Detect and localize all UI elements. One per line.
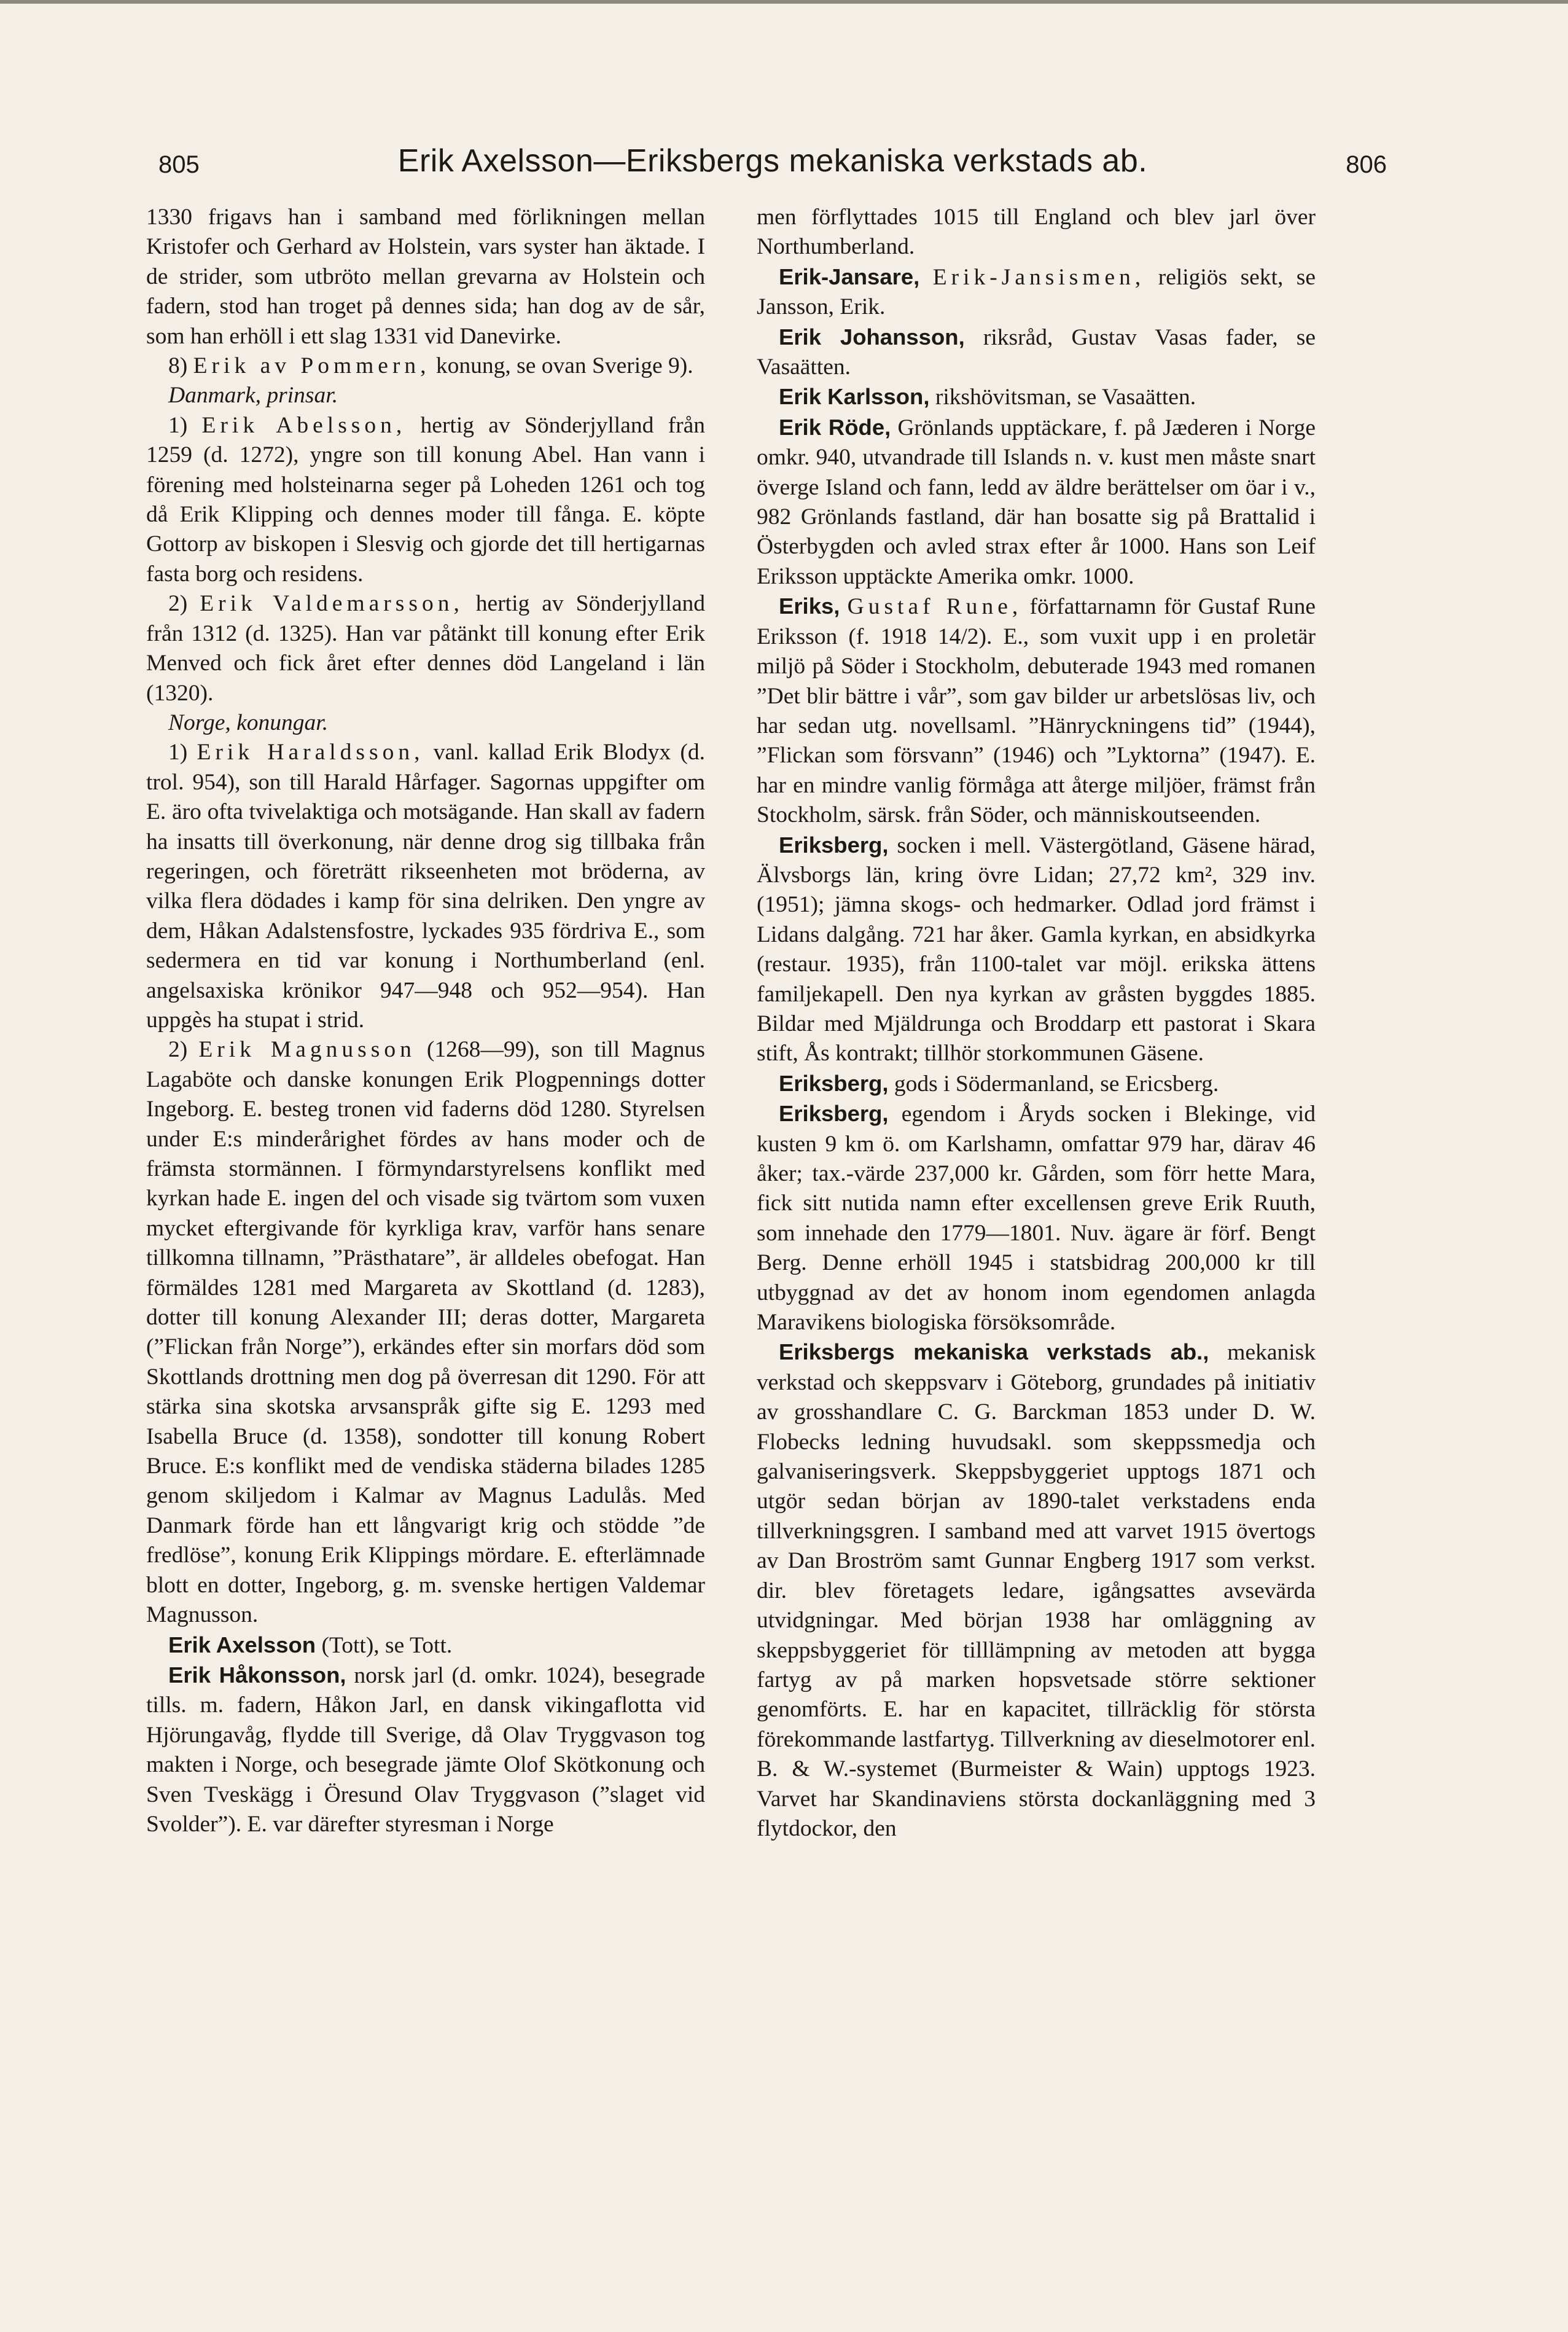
headword: Erik Röde, bbox=[779, 414, 891, 440]
entry: Erik Röde, Grönlands upptäckare, f. på Jæderen i Norge omkr. 940, utvandrade till Islands n. v. kust men måste snart överge Island och fann, ledd av äldre berättelser om öar i v., 982 Grönlands fastland, där han bosatte sig på Brattalid i Österbygden och avled strax efter år 1000. Hans son Leif Eriksson upptäckte Amerika omkr. 1000. bbox=[757, 414, 1316, 589]
section-heading: Norge, konungar. bbox=[168, 710, 329, 735]
entry-name: Erik Valdemarsson, bbox=[200, 591, 464, 617]
headword: Eriksberg, bbox=[779, 1070, 889, 1096]
headword: Eriks, bbox=[779, 593, 840, 619]
entry: Erik Håkonsson, norsk jarl (d. omkr. 1024), besegrade tills. m. fadern, Håkon Jarl, en dansk vikingaflotta vid Hjörungavåg, flydde till Sverige, då Olav Tryggvason tog makten i Norge, och besegrade jämte Olof Skötkonung och Sven Tveskägg i Öresund Olav Tryggvason (”slaget vid Svolder”). E. var därefter styresman i Norge bbox=[146, 1662, 705, 1837]
entry: Eriks, Gustaf Rune, författarnamn för Gustaf Rune Eriksson (f. 1918 14/2). E., som vuxit upp i en proletär miljö på Söder i Stockholm, debuterade 1943 med romanen ”Det blir bättre i vår”, som gav bilder ur arbetslösas liv, och har sedan utg. novellsaml. ”Hänryckningens tid” (1944), ”Flickan som försvann” (1946) och ”Lyktorna” (1947). E. har en mindre vanlig förmåga att återge miljöer, främst från Stockholm, särsk. från Söder, och människoutseenden. bbox=[757, 593, 1316, 828]
sub-entry: 1) Erik Abelsson, hertig av Sönderjylland från 1259 (d. 1272), yngre son till konung Abel. Han vann i förening med holsteinarna seger på Loheden 1261 och tog då Erik Klipping och dennes moder till fånga. E. köpte Gottorp av biskopen i Slesvig och gjorde det till hertigarnas fasta borg och residens. bbox=[146, 412, 705, 587]
entry: Eriksberg, gods i Södermanland, se Ericsberg. bbox=[779, 1070, 1219, 1097]
headword: Erik Axelsson bbox=[168, 1632, 316, 1657]
running-head bbox=[158, 143, 1387, 198]
paragraph: 1330 frigavs han i samband med förlikningen mellan Kristofer och Gerhard av Holstein, vars syster han äktade. I de strider, som utbröto mellan grevarna av Holstein och fadern, stod han troget på dennes sida; han dog av de sår, som han erhöll i ett slag 1331 vid Danevirke. bbox=[146, 205, 705, 349]
headword: Eriksberg, bbox=[779, 832, 889, 858]
entry: Erik Axelsson (Tott), se Tott. bbox=[168, 1632, 453, 1658]
entry: Erik Johansson, riksråd, Gustav Vasas fader, se Vasaätten. bbox=[757, 324, 1316, 380]
sub-entry: 8) Erik av Pommern, konung, se ovan Sverige 9). bbox=[168, 353, 693, 379]
entry: Eriksbergs mekaniska verkstads ab., mekanisk verkstad och skeppsvarv i Göteborg, grundades på initiativ av grosshandlare C. G. Barckman 1853 under D. W. Flobecks ledning huvudsakl. som skeppssmedja och galvaniseringsverk. Skeppsbyggeriet upptogs 1871 och utgör sedan början av 1890-talet verkstadens enda tillverkningsgren. I samband med att varvet 1915 övertogs av Dan Broström samt Gunnar Engberg 1917 som verkst. dir. blev företagets ledare, igångsattes avsevärda utvidgningar. Med början 1938 har omläggning av skeppsbyggeriet för tilllämpning av metoden att bygga fartyg av på marken hopsvetsade större sektioner genomförts. E. har en kapacitet, tillräcklig för största förekommande lastfartyg. Tillverkning av dieselmotorer enl. B. & W.-systemet (Burmeister & Wain) upptogs 1923. Varvet har Skandinaviens största dockanläggning med 3 flytdockor, den bbox=[757, 1339, 1316, 1841]
entry-name: Erik av Pommern, bbox=[193, 353, 431, 379]
entry: Erik Karlsson, rikshövitsman, se Vasaätten. bbox=[779, 384, 1196, 410]
entry-name: Erik Haraldsson, bbox=[197, 740, 424, 765]
entry: Erik-Jansare, Erik-Jansismen, religiös sekt, se Jansson, Erik. bbox=[757, 264, 1316, 320]
section-heading: Danmark, prinsar. bbox=[168, 383, 338, 409]
entry: Eriksberg, egendom i Åryds socken i Blekinge, vid kusten 9 km ö. om Karlshamn, omfattar 979 har, därav 46 åker; tax.-värde 237,000 kr. Gården, som förr hette Mara, fick sitt nutida namn efter excellensen greve Erik Ruuth, som innehade den 1779—1801. Nuv. ägare är förf. Bengt Berg. Denne erhöll 1945 i statsbidrag 200,000 kr till utbyggnad av det av honom inom egendomen anlagda Maravikens biologiska försöksområde. bbox=[757, 1101, 1316, 1336]
entry: Eriksberg, socken i mell. Västergötland, Gäsene härad, Älvsborgs län, kring övre Lidan; 27,72 km², 329 inv. (1951); jämna skogs- och hedmarker. Odlad jord främst i Lidans dalgång. 721 har åker. Gamla kyrkan, en absidkyrka (restaur. 1935), från 1100-talet var möjl. erikska ättens familjekapell. Den nya kyrkan av gråsten byggdes 1885. Bildar med Mjäldrunga och Broddarp ett pastorat i Skara stift, Ås kontrakt; tillhör storkommunen Gäsene. bbox=[757, 832, 1316, 1066]
page-number-right: 806 bbox=[1346, 151, 1387, 178]
left-column bbox=[146, 203, 705, 2230]
entry-name: Erik Abelsson, bbox=[201, 412, 407, 438]
headword: Erik Johansson, bbox=[779, 324, 965, 350]
page-number-left: 805 bbox=[158, 151, 200, 178]
headword: Eriksberg, bbox=[779, 1101, 889, 1127]
headword: Erik Håkonsson, bbox=[168, 1662, 346, 1688]
paragraph: men förflyttades 1015 till England och blev jarl över Northumberland. bbox=[757, 205, 1316, 260]
headword: Eriksbergs mekaniska verkstads ab., bbox=[779, 1339, 1209, 1365]
entry-name: Erik Magnusson bbox=[198, 1037, 416, 1063]
sub-entry: 2) Erik Magnusson (1268—99), son till Magnus Lagaböte och danske konungen Erik Plogpennings dotter Ingeborg. E. besteg tronen vid faderns död 1280. Styrelsen under E:s minderårighet fördes av hans moder och de främsta stormännen. I förmyndarstyrelsens konflikt med kyrkan hade E. ingen del och visade sig tvärtom som vuxen mycket eftergivande för kyrkliga krav, varför hans senare tillkomna tillnamn, ”Prästhatare”, är alldeles obefogat. Han förmäldes 1281 med Margareta av Skottland (d. 1283), dotter till konung Alexander III; deras dotter, Margareta (”Flickan från Norge”), erkändes efter sin morfars död som Skottlands drottning men dog på överresan dit 1290. För att stärka sina skotska arvsanspråk gifte sig E. 1293 med Isabella Bruce (d. 1358), sondotter till konung Robert Bruce. E:s konflikt med de vendiska städerna bilades 1285 genom skiljedom i Kalmar av Magnus Ladulås. Med Danmark förde han ett långvarigt krig och stödde ”de fredlöse”, konung Erik Klippings mördare. E. efterlämnade blott en dotter, Ingeborg, g. m. svenske hertigen Valdemar Magnusson. bbox=[146, 1037, 705, 1628]
spaced-name: Erik-Jansismen, bbox=[932, 264, 1145, 290]
sub-entry: 1) Erik Haraldsson, vanl. kallad Erik Blodyx (d. trol. 954), son till Harald Hårfager. Sagornas uppgifter om E. äro ofta tvivelaktiga och motsägande. Han skall av fadern ha insatts till överkonung, när denne drog sig tillbaka från regeringen, och företrätt rikseenheten mot bröderna, av vilka flera dödades i kamp för sina delriken. Den yngre av dem, Håkan Adalstensfostre, lyckades 935 fördriva E., som sedermera en tid var konung i Northumberland (enl. angelsaxiska krönikor 947—948 och 952—954). Han uppgès ha stupat i strid. bbox=[146, 740, 705, 1033]
headword: Erik-Jansare, bbox=[779, 264, 920, 289]
top-edge-rule bbox=[0, 0, 1568, 4]
running-head-title: Erik Axelsson—Eriksbergs mekaniska verkstads ab. bbox=[397, 143, 1148, 179]
sub-entry: 2) Erik Valdemarsson, hertig av Sönderjylland från 1312 (d. 1325). Han var påtänkt till konung efter Erik Menved och fick året efter dennes död Langeland i län (1320). bbox=[146, 591, 705, 706]
headword: Erik Karlsson, bbox=[779, 384, 930, 410]
right-column bbox=[757, 203, 1316, 2230]
spaced-name: Gustaf Rune, bbox=[847, 594, 1023, 620]
